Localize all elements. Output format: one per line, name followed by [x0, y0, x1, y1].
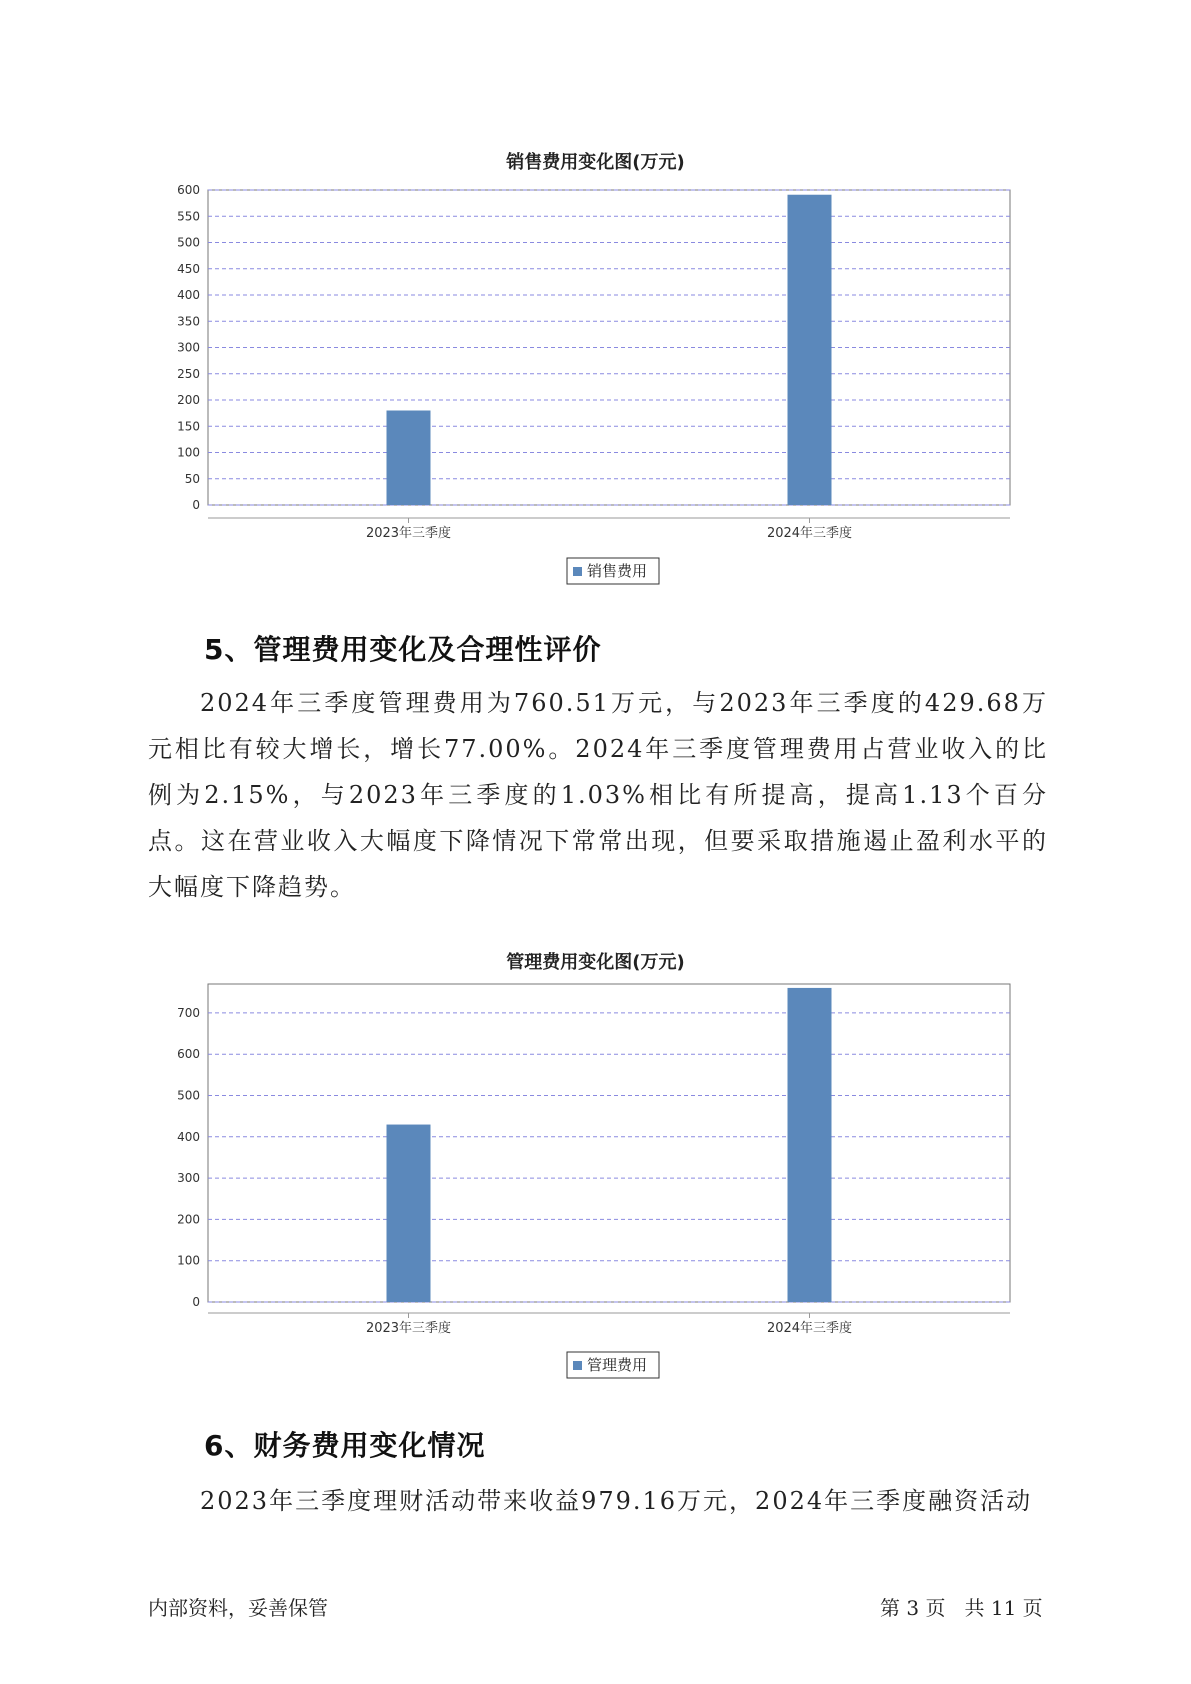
y-tick-label: 200 [177, 1212, 200, 1227]
y-tick-label: 400 [177, 1129, 200, 1144]
y-tick-label: 350 [177, 314, 200, 329]
chart-title-admin-expense: 管理费用变化图(万元) [506, 952, 685, 973]
y-tick-label: 300 [177, 1171, 200, 1186]
section-6-paragraph: 2023年三季度理财活动带来收益979.16万元，2024年三季度融资活动 [200, 1487, 1033, 1515]
y-tick-label: 400 [177, 288, 200, 302]
y-tick-label: 100 [177, 1253, 200, 1268]
y-tick-label: 550 [177, 209, 200, 224]
section-6-heading: 6、财务费用变化情况 [204, 1429, 486, 1462]
bar-2024q3 [788, 988, 832, 1302]
legend-label: 销售费用 [587, 562, 648, 580]
y-tick-label: 600 [177, 1047, 200, 1062]
x-tick-label: 2023年三季度 [365, 1321, 452, 1336]
y-tick-label: 500 [177, 1088, 200, 1103]
y-tick-label: 600 [177, 183, 200, 197]
footer-page-number: 第 3 页 共 11 页 [880, 1596, 1043, 1620]
legend-label: 管理费用 [587, 1356, 648, 1374]
y-tick-label: 200 [177, 393, 200, 407]
y-tick-label: 450 [177, 261, 200, 276]
legend [567, 1352, 659, 1378]
legend-swatch [573, 1361, 582, 1370]
y-tick-label: 250 [177, 366, 200, 381]
y-tick-label: 50 [184, 471, 200, 486]
y-tick-label: 0 [192, 498, 200, 512]
y-tick-label: 100 [177, 445, 200, 460]
y-tick-label: 700 [177, 1005, 200, 1020]
section-5-heading: 5、管理费用变化及合理性评价 [204, 633, 602, 666]
y-tick-label: 300 [177, 340, 200, 355]
x-tick-label: 2024年三季度 [766, 526, 853, 541]
bar-2023q3 [387, 1125, 431, 1302]
y-tick-label: 150 [177, 419, 200, 434]
x-tick-label: 2024年三季度 [766, 1321, 853, 1336]
y-tick-label: 0 [192, 1295, 200, 1309]
section-5-paragraph: 2024年三季度管理费用为760.51万元，与2023年三季度的429.68万元相比有较大增长，增长77.00%。2024年三季度管理费用占营业收入的比例为2.15%，与2023年三季度的1.03%相比有所提高，提高1.13个百分点。这在营业收入大幅度下降情况下常常出现，但要采取措施遏止盈利水平的大幅度下降趋势。 [148, 689, 1048, 901]
plot-area [208, 984, 1010, 1302]
footer-confidential: 内部资料，妥善保管 [148, 1596, 328, 1620]
chart-title-sales-expense: 销售费用变化图(万元) [506, 152, 685, 173]
x-tick-label: 2023年三季度 [365, 526, 452, 541]
y-tick-label: 500 [177, 235, 200, 250]
